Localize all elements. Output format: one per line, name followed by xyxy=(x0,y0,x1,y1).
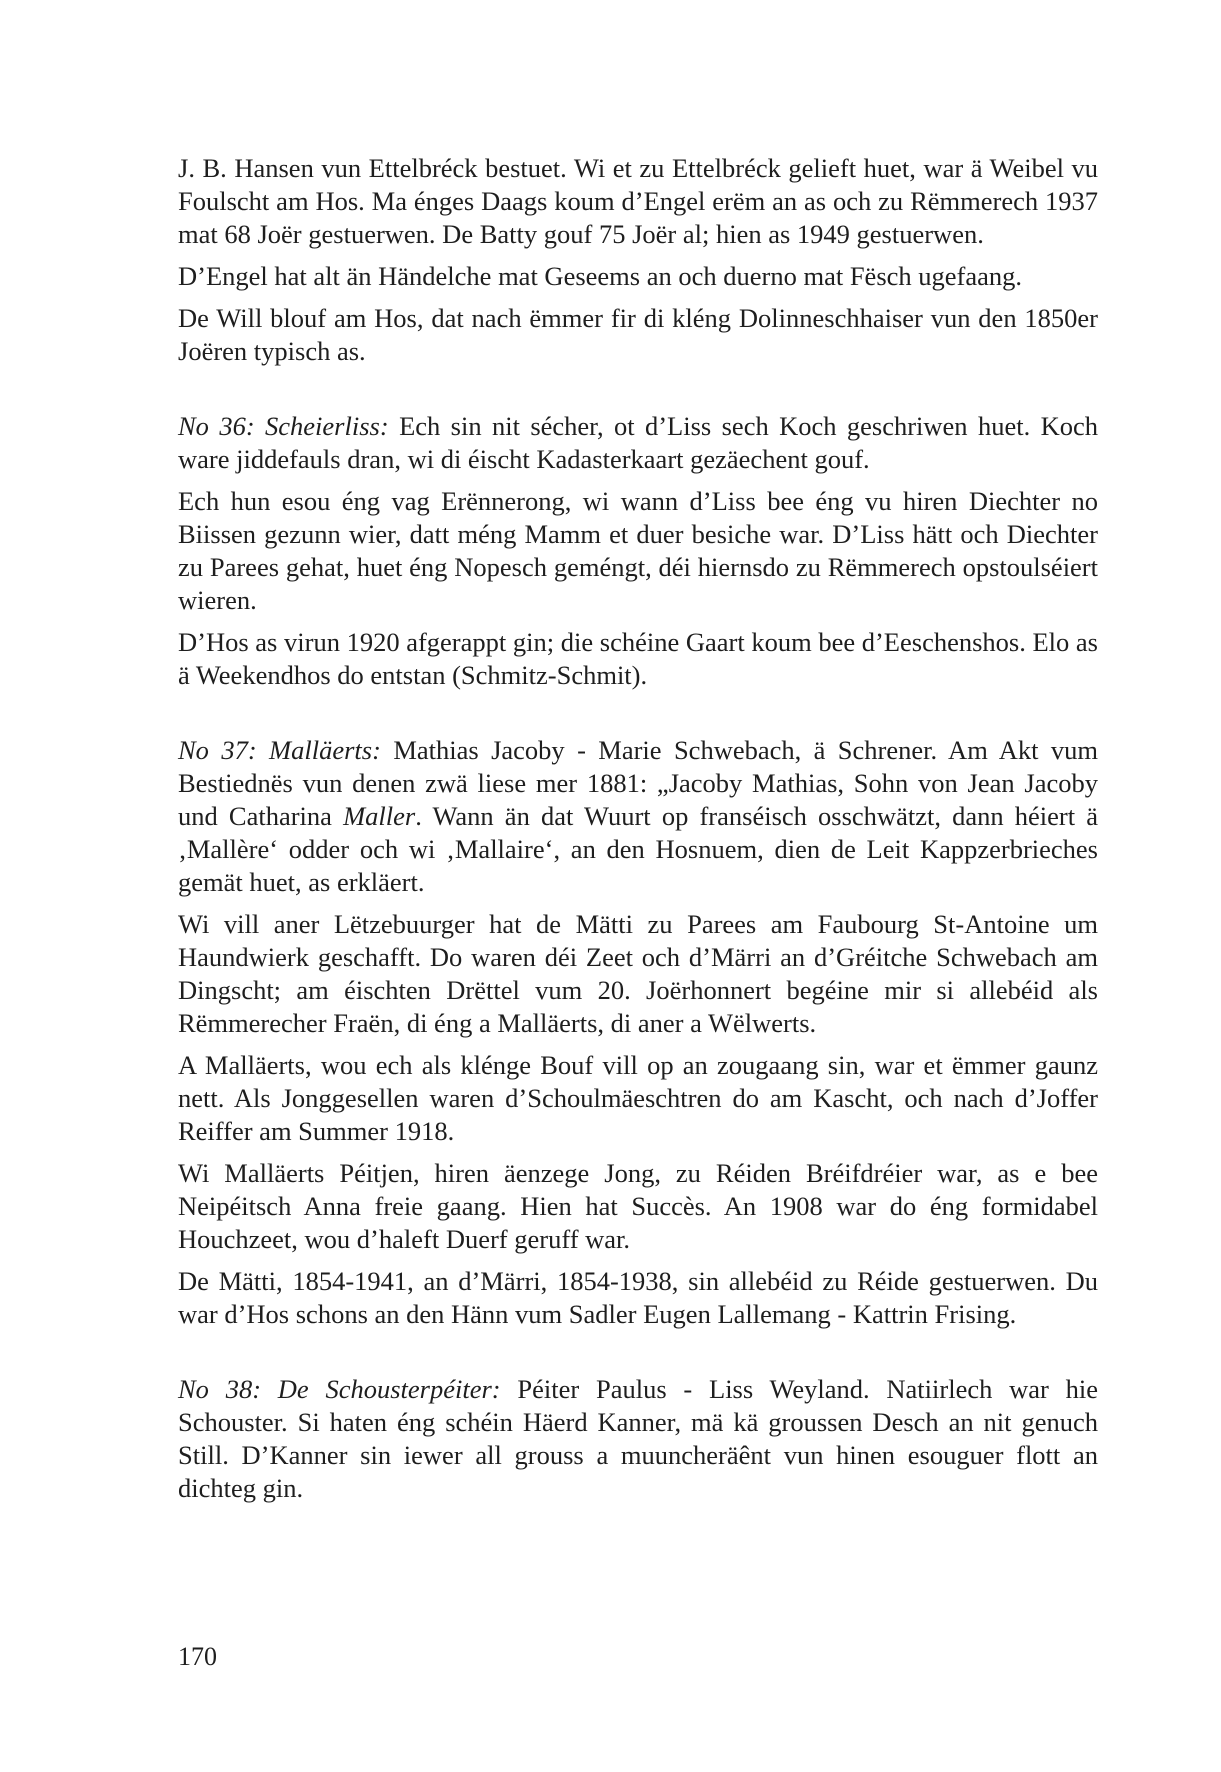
paragraph-text: Mathias Jacoby - Marie Schwebach, ä Schrener. Am Akt vum Bestiednës vun denen zwä liese mer 1881: „Jacoby Mathias, Sohn von Jean Jacoby und Catharina xyxy=(178,735,1098,831)
entry-heading: No 37: Malläerts: xyxy=(178,735,381,765)
paragraph-text: De Mätti, 1854-1941, an d’Märri, 1854-1938, sin allebéid zu Réide gestuerwen. Du war d’Hos schons an den Hänn vum Sadler Eugen Lallemang - Kattrin Frising. xyxy=(178,1266,1098,1329)
paragraph-text: De Will blouf am Hos, dat nach ëmmer fir di kléng Dolinneschhaiser vun den 1850er Joëren typisch as. xyxy=(178,303,1098,366)
paragraph-text: Wi Malläerts Péitjen, hiren äenzege Jong, zu Réiden Bréifdréier war, as e bee Neipéitsch Anna freie gaang. Hien hat Succès. An 1908 war do éng formidabel Houchzeet, wou d’haleft Duerf geruff war. xyxy=(178,1158,1098,1254)
paragraph-text: Wi vill aner Lëtzebuurger hat de Mätti zu Parees am Faubourg St-Antoine um Haundwierk geschafft. Do waren déi Zeet och d’Märri an d’Gréitche Schwebach am Dingscht; am éischten Drëttel vum 20. Joërhonnert begéine mir si allebéid als Rëmmerecher Fraën, di éng a Malläerts, di aner a Wëlwerts. xyxy=(178,909,1098,1038)
paragraph-text: A Malläerts, wou ech als klénge Bouf vill op an zougaang sin, war et ëmmer gaunz nett. Als Jonggesellen waren d’Schoulmäeschtren do am Kascht, och nach d’Joffer Reiffer am Summer 1918. xyxy=(178,1050,1098,1146)
paragraph xyxy=(178,485,1098,617)
paragraph xyxy=(178,260,1098,293)
paragraph-text-tail: . Wann än dat Wuurt op franséisch osschwätzt, dann héiert ä ‚Mallère‘ odder och wi ‚Mallaire‘, an den Hosnuem, dien de Leit Kappzerbrieches gemät huet, as erkläert. xyxy=(178,801,1099,897)
paragraph-text: D’Hos as virun 1920 afgerappt gin; die schéine Gaart koum bee d’Eeschenshos. Elo as ä Weekendhos do entstan (Schmitz-Schmit). xyxy=(178,627,1098,690)
paragraph-text: Ech sin nit sécher, ot d’Liss sech Koch geschriwen huet. Koch ware jiddefauls dran, wi di éischt Kadasterkaart gezäechent gouf. xyxy=(178,411,1098,474)
paragraph xyxy=(178,152,1098,251)
entry-paragraph xyxy=(178,734,1098,899)
paragraph-text: D’Engel hat alt än Händelche mat Geseems an och duerno mat Fësch ugefaang. xyxy=(178,261,1023,291)
paragraph xyxy=(178,1265,1098,1331)
paragraph xyxy=(178,908,1098,1040)
paragraph xyxy=(178,626,1098,692)
paragraph xyxy=(178,1157,1098,1256)
paragraph xyxy=(178,302,1098,368)
paragraph xyxy=(178,1049,1098,1148)
entry-paragraph xyxy=(178,1373,1098,1505)
italic-name: Maller xyxy=(343,801,416,831)
page-body xyxy=(178,152,1098,1514)
entry-heading: No 38: De Schousterpéiter: xyxy=(178,1374,501,1404)
page-number: 170 xyxy=(178,1642,217,1671)
entry-heading: No 36: Scheierliss: xyxy=(178,411,389,441)
entry-paragraph xyxy=(178,410,1098,476)
paragraph-text: Ech hun esou éng vag Erënnerong, wi wann d’Liss bee éng vu hiren Diechter no Biissen gezunn wier, datt méng Mamm et duer besiche war. D’Liss hätt och Diechter zu Parees gehat, huet éng Nopesch geméngt, déi hiernsdo zu Rëmmerech opstoulséiert wieren. xyxy=(178,486,1098,615)
paragraph-text: Péiter Paulus - Liss Weyland. Natiirlech war hie Schouster. Si haten éng schéin Häerd Kanner, mä kä groussen Desch an nit genuch Still. D’Kanner sin iewer all grouss a muuncheräênt vun hinen esouguer flott an dichteg gin. xyxy=(178,1374,1098,1503)
paragraph-text: J. B. Hansen vun Ettelbréck bestuet. Wi et zu Ettelbréck gelieft huet, war ä Weibel vu Foulscht am Hos. Ma énges Daags koum d’Engel erëm an as och zu Rëmmerech 1937 mat 68 Joër gestuerwen. De Batty gouf 75 Joër al; hien as 1949 gestuerwen. xyxy=(178,153,1098,249)
